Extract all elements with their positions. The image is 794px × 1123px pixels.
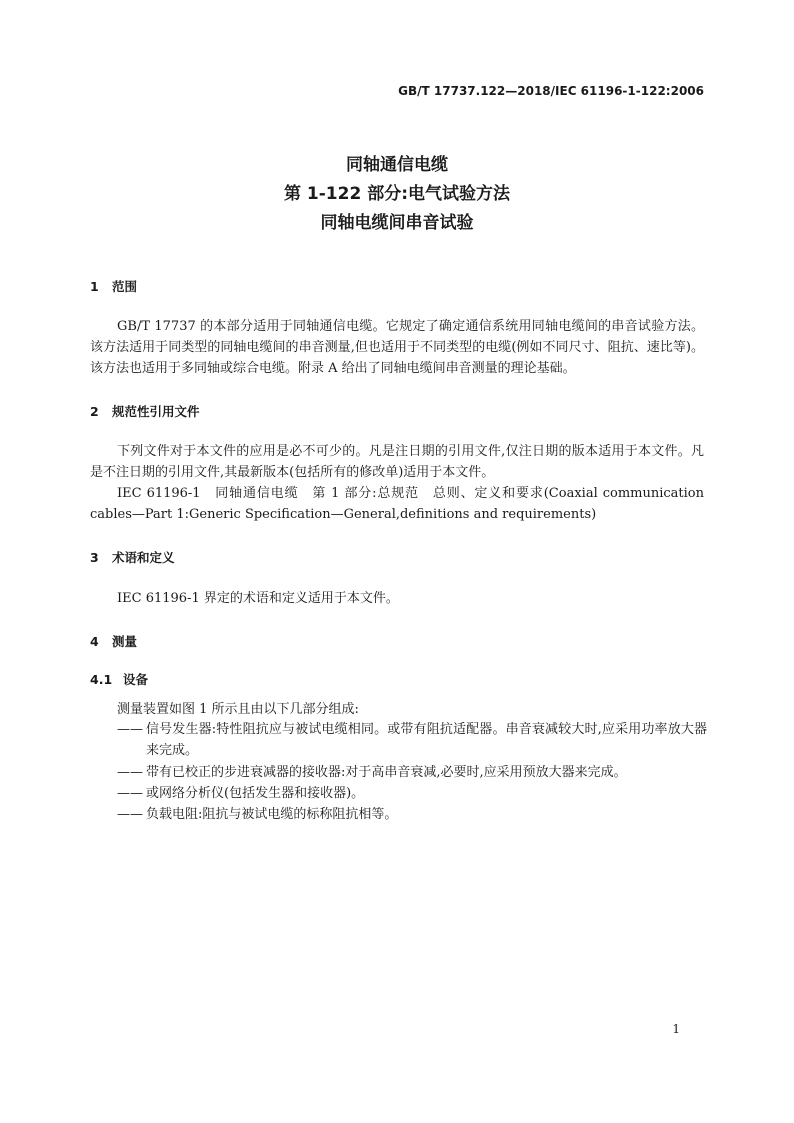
section-3-paragraph: IEC 61196-1 界定的术语和定义适用于本文件。 [117, 591, 399, 606]
section-1-heading [90, 277, 137, 295]
list-dash: —— [117, 765, 143, 780]
section-4-1-number: 4.1 [90, 672, 113, 687]
document-title [0, 151, 794, 238]
page-number: 1 [672, 1022, 680, 1036]
list-dash: —— [117, 786, 143, 801]
title-line-1: 同轴通信电缆 [346, 155, 448, 175]
list-item-text: 带有已校正的步进衰减器的接收器:对于高串音衰减,必要时,应采用预放大器来完成。 [146, 765, 627, 780]
normative-reference: IEC 61196-1 同轴通信电缆 第 1 部分:总规范 总则、定义和要求(Coaxial communication cables—Part 1:Generic Specification—General,definitions and requirements) [90, 486, 704, 522]
section-4-heading [90, 632, 137, 650]
section-4-title: 测量 [112, 634, 138, 649]
list-item-text: 信号发生器:特性阻抗应与被试电缆相同。或带有阻抗适配器。串音衰减较大时,应采用功率放大器来完成。 [146, 722, 707, 758]
title-line-3: 同轴电缆间串音试验 [320, 213, 474, 233]
section-2-number: 2 [90, 404, 99, 419]
list-item-text: 负载电阻:阻抗与被试电缆的标称阻抗相等。 [146, 807, 398, 822]
section-4-1-heading [90, 670, 148, 688]
list-dash: —— [117, 807, 143, 822]
list-item [117, 804, 707, 825]
section-2-paragraph: 下列文件对于本文件的应用是必不可少的。凡是注日期的引用文件,仅注日期的版本适用于本文件。凡是不注日期的引用文件,其最新版本(包括所有的修改单)适用于本文件。 [90, 444, 704, 480]
standard-code-header: GB/T 17737.122—2018/IEC 61196-1-122:2006 [398, 84, 704, 98]
title-line-2: 第 1-122 部分:电气试验方法 [283, 184, 510, 204]
list-item [117, 719, 707, 761]
section-3-heading [90, 548, 175, 566]
section-1-number: 1 [90, 279, 99, 294]
section-1-title: 范围 [112, 279, 138, 294]
section-1-paragraph: GB/T 17737 的本部分适用于同轴通信电缆。它规定了确定通信系统用同轴电缆间的串音试验方法。该方法适用于同类型的同轴电缆间的串音测量,但也适用于不同类型的电缆(例如不同尺寸、阻抗、速比等)。该方法也适用于多同轴或综合电缆。附录 A 给出了同轴电缆间串音测量的理论基础。 [90, 319, 704, 376]
section-4-1-title: 设备 [123, 672, 149, 687]
list-dash: —— [117, 722, 143, 737]
section-3-title: 术语和定义 [112, 550, 175, 565]
section-2-heading [90, 402, 200, 420]
list-item-text: 或网络分析仪(包括发生器和接收器)。 [146, 786, 365, 801]
section-3-number: 3 [90, 550, 99, 565]
list-item [117, 762, 707, 783]
section-4-number: 4 [90, 634, 99, 649]
section-2-title: 规范性引用文件 [112, 404, 200, 419]
list-item [117, 783, 707, 804]
equipment-intro: 测量装置如图 1 所示且由以下几部分组成: [117, 702, 359, 717]
